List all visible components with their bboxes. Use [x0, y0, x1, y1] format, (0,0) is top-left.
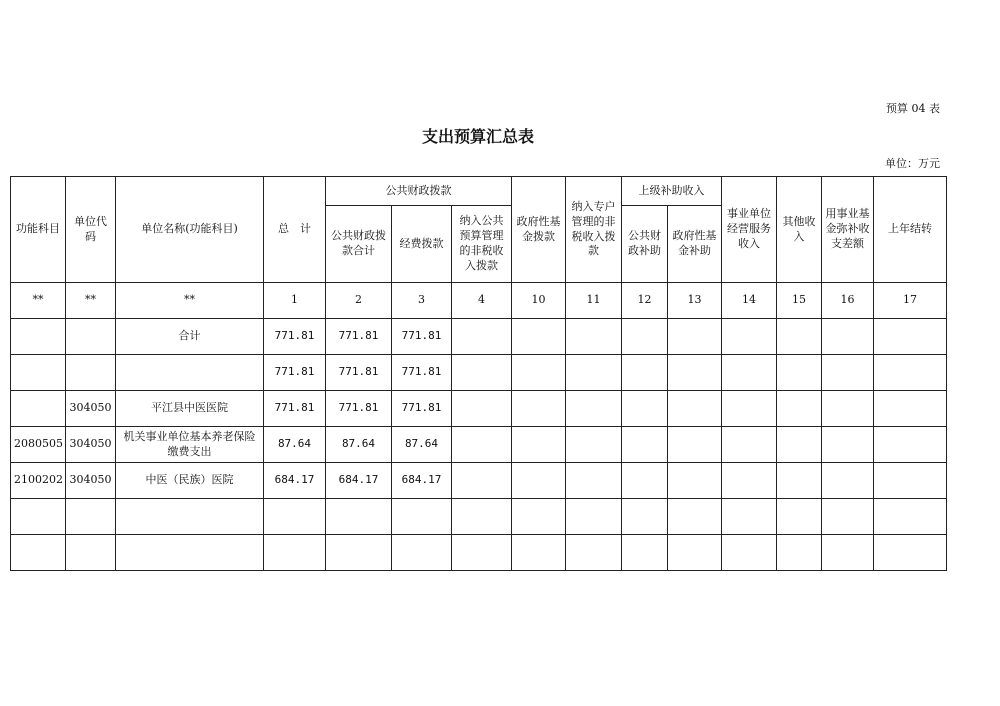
col-upper-gov-fund: 政府性基金补助	[668, 206, 722, 283]
empty-cell	[722, 463, 777, 499]
col-other-income: 其他收入	[777, 177, 822, 283]
empty-cell	[822, 319, 874, 355]
empty-cell	[874, 535, 947, 571]
col-fund-balance: 用事业基金弥补收支差额	[822, 177, 874, 283]
expense-alloc-cell: 684.17	[392, 463, 452, 499]
public-finance-sum-cell: 771.81	[326, 355, 392, 391]
unit-code-cell: 304050	[66, 391, 116, 427]
empty-cell	[722, 391, 777, 427]
expense-alloc-cell	[392, 499, 452, 535]
empty-cell	[622, 355, 668, 391]
expense-alloc-cell: 771.81	[392, 355, 452, 391]
unit-name-cell	[116, 535, 264, 571]
col-upper-public: 公共财政补助	[622, 206, 668, 283]
empty-cell	[668, 427, 722, 463]
empty-cell	[452, 499, 512, 535]
unit-code-cell	[66, 535, 116, 571]
empty-cell	[622, 535, 668, 571]
index-cell: 13	[668, 283, 722, 319]
index-cell: 3	[392, 283, 452, 319]
total-cell: 771.81	[264, 355, 326, 391]
empty-cell	[874, 427, 947, 463]
col-func-code: 功能科目	[11, 177, 66, 283]
empty-cell	[722, 355, 777, 391]
public-finance-sum-cell: 87.64	[326, 427, 392, 463]
unit-code-cell	[66, 355, 116, 391]
empty-cell	[566, 535, 622, 571]
empty-cell	[566, 319, 622, 355]
unit-name-cell	[116, 499, 264, 535]
empty-cell	[777, 319, 822, 355]
form-number: 预算 04 表	[886, 102, 940, 115]
total-cell: 87.64	[264, 427, 326, 463]
empty-cell	[822, 355, 874, 391]
index-cell: 1	[264, 283, 326, 319]
empty-cell	[822, 535, 874, 571]
empty-cell	[512, 355, 566, 391]
empty-cell	[722, 319, 777, 355]
expense-alloc-cell: 771.81	[392, 319, 452, 355]
empty-cell	[452, 391, 512, 427]
index-cell: 4	[452, 283, 512, 319]
unit-code-cell	[66, 499, 116, 535]
empty-cell	[566, 391, 622, 427]
empty-cell	[722, 499, 777, 535]
empty-cell	[622, 319, 668, 355]
empty-cell	[452, 355, 512, 391]
func-code-cell	[11, 355, 66, 391]
func-code-cell	[11, 391, 66, 427]
total-cell	[264, 499, 326, 535]
index-cell: 15	[777, 283, 822, 319]
total-cell: 684.17	[264, 463, 326, 499]
unit-code-cell: 304050	[66, 463, 116, 499]
table-row	[11, 391, 947, 427]
unit-code-cell	[66, 319, 116, 355]
index-cell: 17	[874, 283, 947, 319]
total-cell: 771.81	[264, 319, 326, 355]
col-public-finance: 公共财政拨款	[326, 177, 512, 206]
func-code-cell: 2080505	[11, 427, 66, 463]
index-cell: 16	[822, 283, 874, 319]
total-cell: 771.81	[264, 391, 326, 427]
empty-cell	[777, 463, 822, 499]
public-finance-sum-cell	[326, 535, 392, 571]
expense-alloc-cell: 771.81	[392, 391, 452, 427]
empty-cell	[452, 463, 512, 499]
public-finance-sum-cell: 684.17	[326, 463, 392, 499]
table-row	[11, 355, 947, 391]
empty-cell	[668, 463, 722, 499]
empty-cell	[777, 391, 822, 427]
empty-cell	[777, 535, 822, 571]
empty-cell	[512, 319, 566, 355]
empty-cell	[874, 463, 947, 499]
empty-cell	[874, 319, 947, 355]
header-row-1	[11, 177, 947, 206]
table-row	[11, 427, 947, 463]
col-upper-subsidy: 上级补助收入	[622, 177, 722, 206]
empty-cell	[566, 427, 622, 463]
table-row	[11, 499, 947, 535]
empty-cell	[622, 463, 668, 499]
index-cell: 14	[722, 283, 777, 319]
public-finance-sum-cell: 771.81	[326, 391, 392, 427]
empty-cell	[822, 391, 874, 427]
empty-cell	[777, 355, 822, 391]
empty-cell	[566, 499, 622, 535]
empty-cell	[668, 535, 722, 571]
empty-cell	[777, 427, 822, 463]
unit-code-cell: 304050	[66, 427, 116, 463]
col-nontax-special: 纳入专户管理的非税收入拨款	[566, 177, 622, 283]
index-cell: 12	[622, 283, 668, 319]
index-cell: 11	[566, 283, 622, 319]
empty-cell	[452, 319, 512, 355]
unit-label: 单位：万元	[885, 157, 940, 170]
empty-cell	[512, 499, 566, 535]
empty-cell	[822, 463, 874, 499]
page-title: 支出预算汇总表	[421, 127, 534, 146]
col-total: 总 计	[264, 177, 326, 283]
index-cell: **	[11, 283, 66, 319]
total-cell	[264, 535, 326, 571]
func-code-cell	[11, 319, 66, 355]
empty-cell	[512, 427, 566, 463]
empty-cell	[452, 427, 512, 463]
col-business-income: 事业单位经营服务收入	[722, 177, 777, 283]
empty-cell	[722, 535, 777, 571]
index-cell: **	[66, 283, 116, 319]
empty-cell	[512, 391, 566, 427]
index-cell: 2	[326, 283, 392, 319]
public-finance-sum-cell	[326, 499, 392, 535]
empty-cell	[722, 427, 777, 463]
col-nontax-public: 纳入公共预算管理的非税收入拨款	[452, 206, 512, 283]
table-row	[11, 463, 947, 499]
expense-alloc-cell	[392, 535, 452, 571]
empty-cell	[777, 499, 822, 535]
empty-cell	[622, 499, 668, 535]
empty-cell	[822, 499, 874, 535]
budget-table	[10, 176, 947, 571]
empty-cell	[566, 355, 622, 391]
empty-cell	[512, 535, 566, 571]
empty-cell	[668, 499, 722, 535]
empty-cell	[622, 391, 668, 427]
empty-cell	[874, 391, 947, 427]
table-row	[11, 535, 947, 571]
empty-cell	[512, 463, 566, 499]
empty-cell	[566, 463, 622, 499]
func-code-cell	[11, 535, 66, 571]
table-row	[11, 319, 947, 355]
unit-name-cell: 合计	[116, 319, 264, 355]
empty-cell	[874, 355, 947, 391]
col-unit-code: 单位代码	[66, 177, 116, 283]
expense-alloc-cell: 87.64	[392, 427, 452, 463]
unit-name-cell: 平江县中医医院	[116, 391, 264, 427]
index-row	[11, 283, 947, 319]
func-code-cell	[11, 499, 66, 535]
empty-cell	[668, 319, 722, 355]
col-unit-name: 单位名称(功能科目)	[116, 177, 264, 283]
index-cell: 10	[512, 283, 566, 319]
col-carryover: 上年结转	[874, 177, 947, 283]
func-code-cell: 2100202	[11, 463, 66, 499]
index-cell: **	[116, 283, 264, 319]
col-gov-fund: 政府性基金拨款	[512, 177, 566, 283]
col-expense-alloc: 经费拨款	[392, 206, 452, 283]
unit-name-cell: 中医（民族）医院	[116, 463, 264, 499]
empty-cell	[668, 355, 722, 391]
empty-cell	[668, 391, 722, 427]
unit-name-cell	[116, 355, 264, 391]
empty-cell	[822, 427, 874, 463]
unit-name-cell: 机关事业单位基本养老保险缴费支出	[116, 427, 264, 463]
empty-cell	[452, 535, 512, 571]
empty-cell	[622, 427, 668, 463]
public-finance-sum-cell: 771.81	[326, 319, 392, 355]
empty-cell	[874, 499, 947, 535]
col-public-finance-sum: 公共财政拨款合计	[326, 206, 392, 283]
